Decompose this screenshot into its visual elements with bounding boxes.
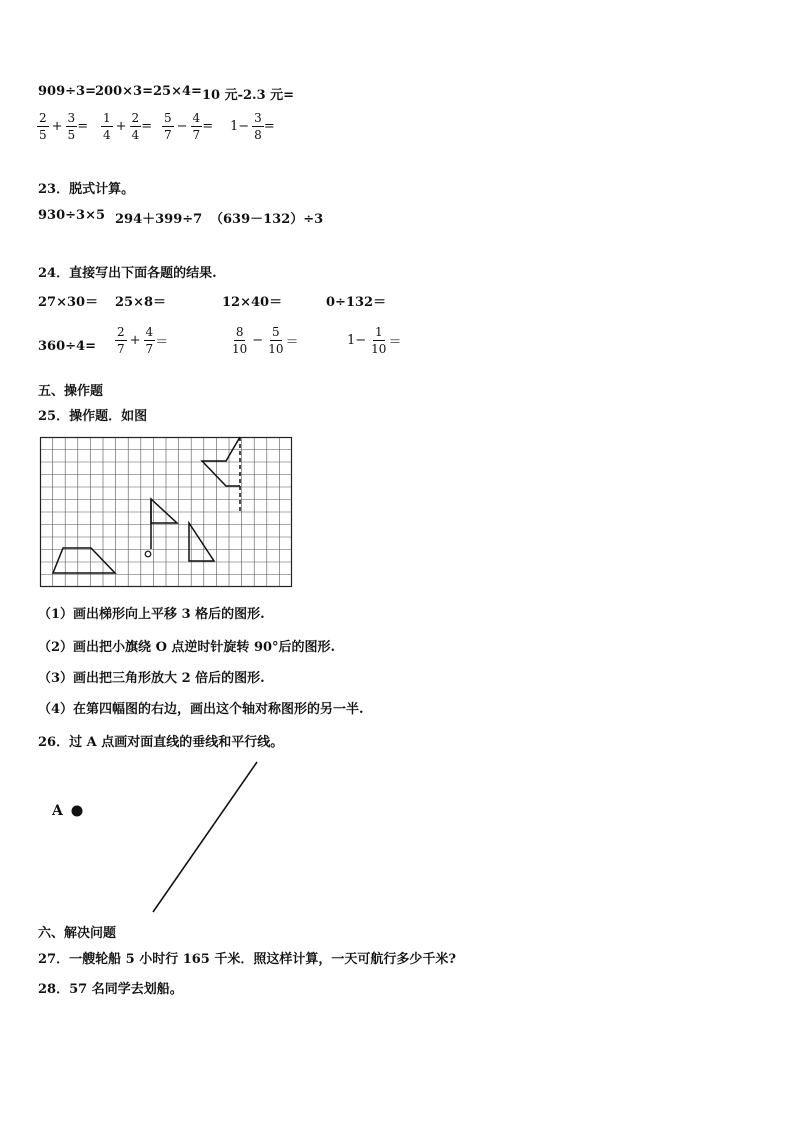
denominator: 10: [232, 342, 248, 356]
point-a: [72, 806, 83, 817]
q24-title: 24．直接写出下面各题的结果.: [38, 266, 217, 281]
equals: =: [263, 119, 275, 134]
q24-row1-item-4: 0÷132＝: [326, 295, 387, 310]
numerator: 2: [39, 111, 47, 125]
q24-row2-item-1: 360÷4=: [38, 339, 96, 354]
calc-909-div-3: 909÷3=: [38, 84, 96, 99]
section-5-heading: 五、操作题: [38, 384, 104, 399]
equals: ＝: [155, 335, 169, 350]
q26-title: 26．过 A 点画对面直线的垂线和平行线。: [38, 735, 284, 750]
numerator: 1: [103, 111, 111, 125]
whole-number-minus: 1−: [230, 119, 250, 134]
calc-200-times-3: 200×3=: [95, 84, 153, 99]
calc-yuan-subtraction: 10 元-2.3 元=: [202, 88, 295, 103]
operator: +: [129, 333, 141, 348]
equals: =: [202, 119, 214, 134]
q23-title: 23．脱式计算。: [38, 182, 135, 197]
q24-row1-item-1: 27×30＝: [38, 295, 99, 310]
q28-text: 28．57 名同学去划船。: [38, 982, 183, 997]
denominator: 7: [164, 128, 172, 142]
operator: −: [176, 119, 188, 134]
numerator: 5: [272, 325, 280, 339]
denominator: 7: [192, 128, 201, 142]
q25-title: 25．操作题．如图: [38, 409, 148, 424]
equals: ＝: [285, 335, 299, 350]
equals: ＝: [388, 335, 402, 350]
q24-row1-item-3: 12×40＝: [222, 295, 283, 310]
numerator: 8: [235, 325, 244, 339]
numerator: 5: [164, 111, 172, 125]
whole-number-minus: 1−: [347, 333, 367, 348]
q27-text: 27．一艘轮船 5 小时行 165 千米．照这样计算，一天可航行多少千米?: [38, 952, 456, 967]
q25-task-1: （1）画出梯形向上平移 3 格后的图形.: [38, 607, 265, 622]
numerator: 2: [117, 325, 125, 339]
q23-item-2: 294＋399÷7: [115, 212, 203, 227]
q24-row1-item-2: 25×8＝: [115, 295, 167, 310]
q25-task-2: （2）画出把小旗绕 O 点逆时针旋转 90°后的图形.: [38, 640, 336, 655]
denominator: 4: [103, 128, 111, 142]
q25-task-3: （3）画出把三角形放大 2 倍后的图形.: [38, 671, 265, 686]
denominator: 4: [131, 128, 140, 142]
given-line: [153, 762, 257, 912]
denominator: 7: [117, 342, 125, 356]
operator: +: [115, 119, 127, 134]
equals: =: [141, 119, 153, 134]
operator: −: [252, 333, 264, 348]
denominator: 10: [371, 342, 387, 356]
denominator: 5: [39, 128, 47, 142]
calc-25-times-4: 25×4=: [153, 84, 202, 99]
numerator: 3: [254, 111, 262, 125]
numerator: 4: [192, 111, 201, 125]
section-6-heading: 六、解决问题: [38, 926, 117, 941]
denominator: 7: [145, 342, 154, 356]
denominator: 5: [67, 128, 76, 142]
q25-task-4: （4）在第四幅图的右边，画出这个轴对称图形的另一半.: [38, 702, 364, 717]
denominator: 8: [254, 128, 262, 142]
numerator: 2: [131, 111, 140, 125]
point-a-label: A: [52, 803, 63, 819]
numerator: 1: [374, 325, 383, 339]
q23-item-3: （639－132）÷3: [210, 212, 324, 227]
numerator: 4: [145, 325, 154, 339]
operator: +: [51, 119, 63, 134]
numerator: 3: [67, 111, 76, 125]
q23-item-1: 930÷3×5: [38, 208, 106, 223]
equals: =: [77, 119, 89, 134]
denominator: 10: [268, 342, 284, 356]
